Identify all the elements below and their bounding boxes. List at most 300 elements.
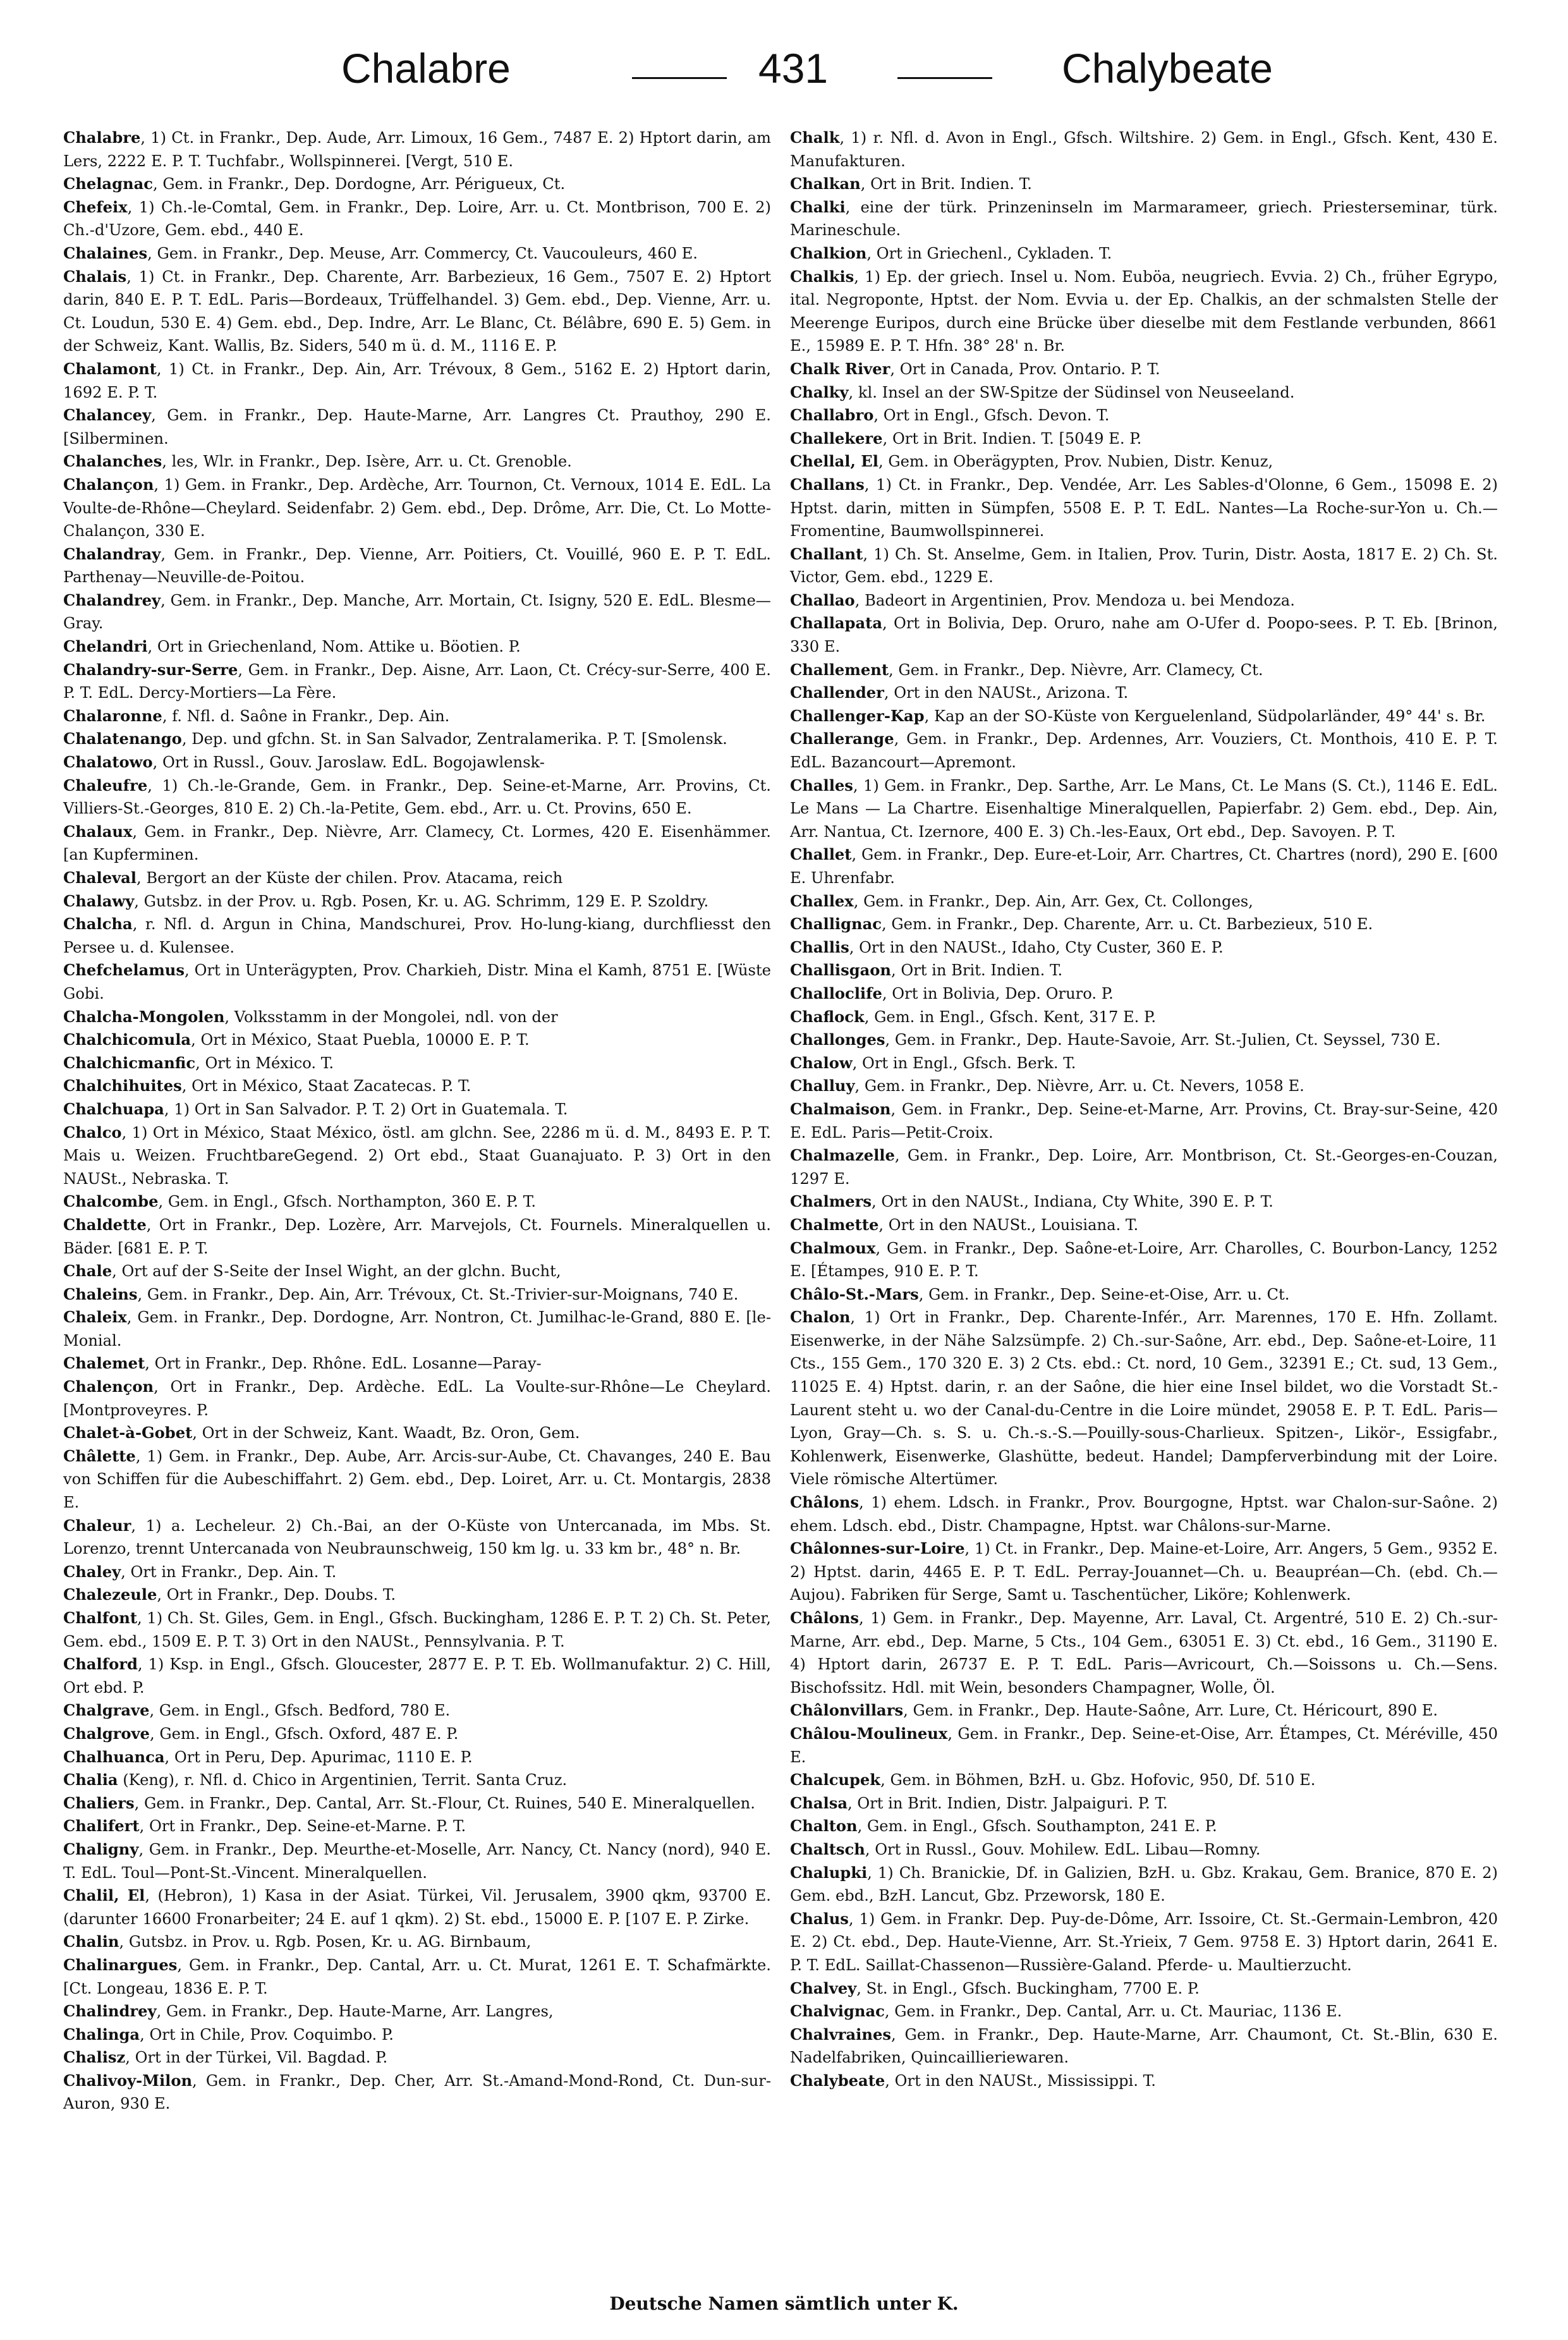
entry-headword: Chalin xyxy=(63,1932,119,1951)
entry-headword: Chaflock xyxy=(790,1007,865,1026)
entry-headword: Chalatenango xyxy=(63,729,182,748)
entry-text: , Gem. in Frankr., Dep. Ardennes, Arr. Vouziers, Ct. Monthois, 410 E. P. T. EdL. Bazancourt—Apremont. xyxy=(790,730,1498,772)
entry-text: , 1) Ct. in Frankr., Dep. Charente, Arr. Barbezieux, 16 Gem., 7507 E. 2) Hptort darin, 840 E. P. T. EdL. Paris—Bordeaux, Trüffelhandel. 3) Gem. ebd., Dep. Vienne, Arr. u. Ct. Loudun, 530 E. 4) Gem. ebd., Dep. Indre, Arr. Le Blanc, Ct. Bélâbre, 690 E. 5) Gem. in der Schweiz, Kant. Wallis, Bz. Siders, 540 m ü. d. M., 1116 E. P. xyxy=(63,267,771,355)
dictionary-entry xyxy=(790,843,1498,889)
entry-text: , Gem. in Engl., Gfsch. Southampton, 241 E. P. xyxy=(857,1817,1217,1836)
dictionary-entry xyxy=(790,358,1498,381)
dictionary-entry xyxy=(790,1491,1498,1537)
entry-headword: Chaleins xyxy=(63,1284,138,1303)
entry-headword: Chalandry-sur-Serre xyxy=(63,660,238,679)
entry-headword: Chalchuapa xyxy=(63,1099,164,1118)
dictionary-entry xyxy=(790,913,1498,936)
entry-headword: Challabro xyxy=(790,406,874,425)
entry-text: , Ort in der Türkei, Vil. Bagdad. P. xyxy=(125,2049,388,2067)
entry-headword: Chalvignac xyxy=(790,2002,885,2021)
entry-headword: Chalaines xyxy=(63,243,148,262)
dictionary-entry xyxy=(63,473,771,543)
entry-headword: Chalki xyxy=(790,197,846,216)
dictionary-entry xyxy=(63,1884,771,1930)
dictionary-entry xyxy=(790,1815,1498,1838)
entry-headword: Challis xyxy=(790,937,849,956)
entry-headword: Challans xyxy=(790,475,865,494)
dictionary-entry xyxy=(63,751,771,774)
entry-text: , r. Nfl. d. Argun in China, Mandschurei, Prov. Ho-lung-kiang, durchfliesst den Persee u. d. Kulensee. xyxy=(63,915,771,956)
entry-text: , 1) Gem. in Frankr., Dep. Mayenne, Arr. Laval, Ct. Argentré, 510 E. 2) Ch.-sur-Marne, Arr. ebd., Dep. Marne, 5 Cts., 104 Gem., 63051 E. 3) Ct. ebd., 16 Gem., 31190 E. 4) Hptort darin, 26737 E. P. T. EdL. Paris—Avricourt, Ch.—Soissons u. Ch.—Sens. Bischofssitz. Hdl. mit Wein, besonders Champagner, Wolle, Öl. xyxy=(790,1609,1498,1697)
entry-text: , 1) Ep. der griech. Insel u. Nom. Euböa, neugriech. Evvia. 2) Ch., früher Egrypo, ital. Negroponte, Hptst. der Nom. Evvia u. der Ep. Chalkis, an der schmalsten Stelle der Meerenge Euripos, durch eine Brücke über dieselbe mit dem Festlande verbunden, 8661 E., 15989 E. P. T. Hfn. 38° 28' n. Br. xyxy=(790,267,1498,355)
dictionary-entry xyxy=(63,1422,771,1445)
dictionary-entry xyxy=(63,1769,771,1792)
dictionary-entry xyxy=(63,1075,771,1098)
entry-text: , Ort in Griechenland, Nom. Attike u. Böotien. P. xyxy=(147,638,521,656)
entry-headword: Challet xyxy=(790,845,852,864)
entry-headword: Châlonnes-sur-Loire xyxy=(790,1539,965,1558)
entry-text: , Badeort in Argentinien, Prov. Mendoza u. bei Mendoza. xyxy=(854,591,1295,609)
entry-text: , Gem. in Frankr., Dep. Cher, Arr. St.-Amand-Mond-Rond, Ct. Dun-sur-Auron, 930 E. xyxy=(63,2071,771,2113)
entry-text: , 1) ehem. Ldsch. in Frankr., Prov. Bourgogne, Hptst. war Chalon-sur-Saône. 2) ehem. Ldsch. ebd., Distr. Champagne, Hptst. war Châlons-sur-Marne. xyxy=(790,1494,1498,1535)
entry-headword: Challenger-Kap xyxy=(790,706,925,725)
dictionary-entry xyxy=(790,1722,1498,1769)
dictionary-entry xyxy=(63,1653,771,1699)
entry-headword: Chalvey xyxy=(790,1978,857,1997)
entry-headword: Châlons xyxy=(790,1609,860,1627)
entry-text: , 1) Gem. in Frankr. Dep. Puy-de-Dôme, Arr. Issoire, Ct. St.-Germain-Lembron, 420 E. 2) Ct. ebd., Dep. Haute-Vienne, Arr. St.-Yrieix, 7 Gem. 9758 E. 3) Hptort darin, 2641 E. P. T. EdL. Saillat-Chassenon—Russière-Galand. Pferde- u. Maultierzucht. xyxy=(790,1910,1498,1974)
entry-text: , Gem. in Frankr., Dep. Ain, Arr. Gex, Ct. Collonges, xyxy=(853,892,1253,910)
footer-note: Deutsche Namen sämtlich unter K. xyxy=(609,2293,959,2314)
right-running-title: Chalybeate xyxy=(1062,45,1273,92)
entry-text: , Ort in Frankr., Dep. Seine-et-Marne. P. T. xyxy=(139,1817,466,1836)
entry-text: , Gem. in Frankr., Dep. Meurthe-et-Moselle, Arr. Nancy, Ct. Nancy (nord), 940 E. T. EdL. Toul—Pont-St.-Vincent. Mineralquellen. xyxy=(63,1840,771,1882)
dictionary-entry xyxy=(63,1375,771,1422)
entry-headword: Challender xyxy=(790,683,884,702)
entry-text: , 1) Gem. in Frankr., Dep. Ardèche, Arr. Tournon, Ct. Vernoux, 1014 E. EdL. La Voulte-de-Rhône—Cheylard. Seidenfabr. 2) Gem. ebd., Dep. Drôme, Arr. Die, Ct. Lo Motte-Chalançon, 330 E. xyxy=(63,475,771,540)
entry-text: , Ort in den NAUSt., Arizona. T. xyxy=(884,684,1129,702)
entry-text: , 1) Ch. Branickie, Df. in Galizien, BzH. u. Gbz. Krakau, Gem. Branice, 870 E. 2) Gem. ebd., BzH. Lancut, Gbz. Przeworsk, 180 E. xyxy=(790,1863,1498,1905)
entry-headword: Chalupki xyxy=(790,1863,868,1882)
left-column xyxy=(63,126,771,2116)
dictionary-entry xyxy=(63,1815,771,1838)
entry-headword: Châlonvillars xyxy=(790,1701,904,1720)
entry-headword: Chalmazelle xyxy=(790,1146,895,1165)
dictionary-entry xyxy=(63,913,771,959)
entry-headword: Challerange xyxy=(790,729,894,748)
entry-text: , 1) Ct. in Frankr., Dep. Vendée, Arr. Les Sables-d'Olonne, 6 Gem., 15098 E. 2) Hptst. darin, mitten in Sümpfen, 5508 E. P. T. EdL. Nantes—La Roche-sur-Yon u. Ch.—Fromentine, Baumwollspinnerei. xyxy=(790,475,1498,540)
dictionary-entry xyxy=(63,1352,771,1375)
entry-headword: Chalinga xyxy=(63,2025,140,2044)
entry-headword: Chaleufre xyxy=(63,776,148,795)
entry-headword: Chalançon xyxy=(63,475,154,494)
entry-text: , Gem. in Frankr., Dep. Nièvre, Arr. Clamecy, Ct. xyxy=(889,661,1263,679)
dictionary-entry xyxy=(63,705,771,728)
dictionary-entry xyxy=(790,2023,1498,2069)
entry-headword: Chaliers xyxy=(63,1793,135,1812)
dictionary-entry xyxy=(790,1977,1498,2001)
dictionary-entry xyxy=(63,450,771,473)
dictionary-entry xyxy=(790,1306,1498,1491)
dictionary-entry xyxy=(790,473,1498,543)
entry-text: , Ort in Unterägypten, Prov. Charkieh, Distr. Mina el Kamh, 8751 E. [Wüste Gobi. xyxy=(63,961,771,1002)
dictionary-entry xyxy=(63,1052,771,1075)
dictionary-entry xyxy=(63,2023,771,2047)
entry-text: , Ort in Griechenl., Cykladen. T. xyxy=(866,244,1112,262)
entry-headword: Chalow xyxy=(790,1053,853,1072)
entry-headword: Chalanches xyxy=(63,452,162,471)
dictionary-entry xyxy=(790,2000,1498,2023)
entry-headword: Chalençon xyxy=(63,1377,154,1396)
entry-text: , St. in Engl., Gfsch. Buckingham, 7700 E. P. xyxy=(856,1979,1200,1997)
entry-headword: Chalinargues xyxy=(63,1955,178,1974)
dictionary-entry xyxy=(790,1075,1498,1098)
entry-headword: Chalk xyxy=(790,128,840,147)
dictionary-entry xyxy=(63,1306,771,1352)
entry-text: , 1) Ort in San Salvador. P. T. 2) Ort in Guatemala. T. xyxy=(164,1100,568,1118)
entry-headword: Chelagnac xyxy=(63,174,153,193)
entry-text: , Gutsbz. in der Prov. u. Rgb. Posen, Kr. u. AG. Schrimm, 129 E. P. Szoldry. xyxy=(134,892,709,910)
entry-headword: Chalmoux xyxy=(790,1238,876,1257)
entry-headword: Chalcha xyxy=(63,915,133,934)
entry-text: , Gem. in Engl., Gfsch. Oxford, 487 E. P. xyxy=(149,1724,459,1743)
entry-text: , les, Wlr. in Frankr., Dep. Isère, Arr. u. Ct. Grenoble. xyxy=(162,453,572,471)
entry-headword: Chalaux xyxy=(63,822,133,841)
dictionary-entry xyxy=(790,1862,1498,1908)
entry-text: , Ort in Engl., Gfsch. Devon. T. xyxy=(873,406,1110,425)
dictionary-entry xyxy=(790,1144,1498,1190)
entry-text: , Ort in Canada, Prov. Ontario. P. T. xyxy=(890,360,1160,378)
entry-headword: Chalmers xyxy=(790,1192,872,1211)
entry-headword: Chalus xyxy=(790,1909,849,1928)
dictionary-entry xyxy=(790,242,1498,265)
entry-text: , Gem. in Frankr., Dep. Cantal, Arr. u. Ct. Mauriac, 1136 E. xyxy=(884,2002,1342,2021)
dictionary-entry xyxy=(63,1121,771,1191)
entry-headword: Chalhuanca xyxy=(63,1747,165,1766)
entry-text: , Gem. in Frankr., Dep. Haute-Marne, Arr. Langres, xyxy=(156,2002,554,2021)
entry-headword: Chalamont xyxy=(63,359,157,378)
entry-text: , Ort in Bolivia, Dep. Oruro, nahe am O-Ufer d. Poopo-sees. P. T. Eb. [Brinon, 330 E. xyxy=(790,614,1498,656)
dictionary-entry xyxy=(790,1769,1498,1792)
entry-headword: Chalco xyxy=(63,1123,122,1142)
entry-text: , Ort in Engl., Gfsch. Berk. T. xyxy=(852,1054,1076,1072)
dictionary-entry xyxy=(63,358,771,404)
entry-headword: Chalil, El xyxy=(63,1886,145,1905)
page-header xyxy=(76,44,1492,114)
entry-headword: Challonges xyxy=(790,1030,885,1049)
entry-headword: Challant xyxy=(790,544,863,563)
entry-text: , Gem. in Frankr., Dep. Dordogne, Arr. Périgueux, Ct. xyxy=(152,175,566,193)
entry-text: , Gem. in Frankr., Dep. Nièvre, Arr. u. Ct. Nevers, 1058 E. xyxy=(854,1077,1304,1095)
entry-headword: Châlette xyxy=(63,1446,136,1465)
dictionary-entry xyxy=(790,681,1498,705)
entry-text: , (Hebron), 1) Kasa in der Asiat. Türkei, Vil. Jerusalem, 3900 qkm, 93700 E. (darunter 16600 Fronarbeiter; 24 E. auf 1 qkm). 2) St. ebd., 15000 E. P. [107 E. P. Zirke. xyxy=(63,1887,771,1928)
dictionary-entry xyxy=(790,1006,1498,1029)
dictionary-entry xyxy=(790,404,1498,427)
entry-text: , Bergort an der Küste der chilen. Prov. Atacama, reich xyxy=(137,869,563,887)
dictionary-entry xyxy=(790,1537,1498,1607)
dictionary-entry xyxy=(63,242,771,265)
entry-text: , Ort in Russl., Gouv. Mohilew. EdL. Libau—Romny. xyxy=(865,1840,1261,1858)
dictionary-entry xyxy=(790,936,1498,960)
dictionary-entry xyxy=(63,1260,771,1283)
entry-headword: Chelandri xyxy=(63,637,148,656)
entry-headword: Challex xyxy=(790,891,854,910)
left-running-title: Chalabre xyxy=(341,45,511,92)
entry-text: , Gem. in Frankr., Dep. Dordogne, Arr. Nontron, Ct. Jumilhac-le-Grand, 880 E. [le-Monial. xyxy=(63,1308,771,1350)
entry-headword: Chalandrey xyxy=(63,590,161,609)
entry-text: , Gem. in Engl., Gfsch. Bedford, 780 E. xyxy=(149,1702,451,1720)
entry-text: , Gem. in Frankr., Dep. Aisne, Arr. Laon, Ct. Crécy-sur-Serre, 400 E. P. T. EdL. Dercy-Mortiers—La Fère. xyxy=(63,661,771,702)
entry-headword: Chefchelamus xyxy=(63,961,185,980)
entry-headword: Challoclife xyxy=(790,984,882,1002)
entry-text: , Kap an der SO-Küste von Kerguelenland, Südpolarländer, 49° 44' s. Br. xyxy=(924,707,1486,725)
dictionary-entry xyxy=(63,126,771,173)
entry-headword: Chalkis xyxy=(790,267,854,286)
dictionary-entry xyxy=(790,659,1498,682)
entry-text: , Gem. in Frankr., Dep. Vienne, Arr. Poitiers, Ct. Vouillé, 960 E. P. T. EdL. Parthenay—Neuville-de-Poitou. xyxy=(63,545,771,587)
entry-headword: Chaltsch xyxy=(790,1839,865,1858)
dictionary-entry xyxy=(63,1028,771,1052)
dictionary-entry xyxy=(63,959,771,1005)
dictionary-entry xyxy=(790,173,1498,196)
page-number: 431 xyxy=(758,45,829,92)
entry-headword: Châlou-Moulineux xyxy=(790,1724,948,1743)
dictionary-entry xyxy=(790,427,1498,451)
entry-text: , Gem. in Frankr., Dep. Eure-et-Loir, Arr. Chartres, Ct. Chartres (nord), 290 E. [600 E. Uhrenfabr. xyxy=(790,846,1498,887)
dictionary-entry xyxy=(790,982,1498,1006)
entry-text: , Ort in México, Staat Puebla, 10000 E. P. T. xyxy=(191,1031,530,1049)
dictionary-entry xyxy=(63,820,771,867)
dictionary-entry xyxy=(63,2069,771,2116)
entry-text: , Ort in den NAUSt., Mississippi. T. xyxy=(885,2071,1156,2090)
entry-text: , Ort in Brit. Indien. T. xyxy=(891,961,1063,980)
entry-text: , Gem. in Frankr., Dep. Haute-Savoie, Arr. St.-Julien, Ct. Seyssel, 730 E. xyxy=(885,1031,1441,1049)
dictionary-entry xyxy=(63,1583,771,1607)
entry-text: , Gem. in Böhmen, BzH. u. Gbz. Hofovic, 950, Df. 510 E. xyxy=(880,1771,1316,1789)
entry-text: , 1) Ort in México, Staat México, östl. am glchn. See, 2286 m ü. d. M., 8493 E. P. T. Mais u. Weizen. FruchtbareGegend. 2) Ort ebd., Staat Guanajuato. P. 3) Ort in den NAUSt., Nebraska. T. xyxy=(63,1123,771,1188)
entry-text: , Gem. in Oberägypten, Prov. Nubien, Distr. Kenuz, xyxy=(878,453,1273,471)
dictionary-entry xyxy=(790,1699,1498,1722)
entry-text: , Gutsbz. in Prov. u. Rgb. Posen, Kr. u. AG. Birnbaum, xyxy=(119,1933,532,1951)
dictionary-entry xyxy=(63,1722,771,1746)
entry-headword: Chaleval xyxy=(63,868,137,887)
dictionary-entry xyxy=(63,1098,771,1121)
entry-text: , Ort in Frankr., Dep. Ardèche. EdL. La Voulte-sur-Rhône—Le Cheylard. [Montproveyres. P. xyxy=(63,1378,771,1419)
entry-text: , 1) Ct. in Frankr., Dep. Maine-et-Loire, Arr. Angers, 5 Gem., 9352 E. 2) Hptst. darin, 4465 E. P. T. EdL. Perray-Jouannet—Ch. u. Beaupréan—Ch. (ebd. Ch.—Aujou). Fabriken für Serge, Samt u. Taschentücher, Liköre; Kohlenwerk. xyxy=(790,1540,1498,1604)
entry-text: , Gem. in Frankr., Dep. Haute-Saône, Arr. Lure, Ct. Héricourt, 890 E. xyxy=(903,1702,1438,1720)
entry-headword: Chalford xyxy=(63,1655,138,1674)
entry-headword: Chalton xyxy=(790,1817,858,1836)
entry-text: , 1) Ch. St. Anselme, Gem. in Italien, Prov. Turin, Distr. Aosta, 1817 E. 2) Ch. St. Victor, Gem. ebd., 1229 E. xyxy=(790,545,1498,587)
entry-headword: Chalia xyxy=(63,1770,118,1789)
entry-text: , kl. Insel an der SW-Spitze der Südinsel von Neuseeland. xyxy=(848,383,1295,401)
entry-text: , Gem. in Frankr., Dep. Seine-et-Oise, Arr. u. Ct. xyxy=(918,1285,1290,1303)
dictionary-entry xyxy=(63,635,771,659)
entry-text: , 1) a. Lecheleur. 2) Ch.-Bai, an der O-Küste von Untercanada, im Mbs. St. Lorenzo, trennt Untercanada von Neubraunschweig, 150 km lg. u. 33 km br., 48° n. Br. xyxy=(63,1516,771,1558)
entry-headword: Chalsa xyxy=(790,1793,848,1812)
dictionary-entry xyxy=(63,543,771,589)
dictionary-entry xyxy=(790,1283,1498,1307)
entry-text: , Ort auf der S-Seite der Insel Wight, an der glchn. Bucht, xyxy=(112,1262,561,1281)
dictionary-entry xyxy=(63,1699,771,1722)
entry-headword: Chalmette xyxy=(790,1215,879,1234)
entry-headword: Chellal, El xyxy=(790,452,878,471)
dictionary-entry xyxy=(63,1838,771,1884)
entry-headword: Chalchihuites xyxy=(63,1076,182,1095)
dictionary-entry xyxy=(63,867,771,890)
entry-text: , Gem. in Frankr., Dep. Cantal, Arr. St.-Flour, Ct. Ruines, 540 E. Mineralquellen. xyxy=(134,1794,755,1812)
dictionary-entry xyxy=(790,381,1498,405)
entry-headword: Chalivoy-Milon xyxy=(63,2071,193,2090)
entry-text: , Gem. in Frankr., Dep. Seine-et-Marne, Arr. Provins, Ct. Bray-sur-Seine, 420 E. EdL. Paris—Petit-Croix. xyxy=(790,1100,1498,1142)
dictionary-entry xyxy=(63,1514,771,1561)
entry-headword: Chalandray xyxy=(63,544,161,563)
entry-headword: Chalcupek xyxy=(790,1770,881,1789)
entry-text: , Gem. in Frankr., Dep. Manche, Arr. Mortain, Ct. Isigny, 520 E. EdL. Blesme—Gray. xyxy=(63,591,771,633)
dictionary-entry xyxy=(63,774,771,820)
entry-headword: Chalchicmanfic xyxy=(63,1053,196,1072)
entry-text: , Ort in Frankr., Dep. Doubs. T. xyxy=(157,1586,396,1604)
entry-headword: Chalkion xyxy=(790,243,867,262)
entry-headword: Challapata xyxy=(790,614,882,633)
entry-headword: Chalcha-Mongolen xyxy=(63,1007,225,1026)
entry-headword: Chaligny xyxy=(63,1839,139,1858)
dictionary-entry xyxy=(790,265,1498,358)
entry-headword: Chaleur xyxy=(63,1516,131,1535)
entry-headword: Chalabre xyxy=(63,128,141,147)
dictionary-entry xyxy=(63,1445,771,1514)
entry-headword: Chalifert xyxy=(63,1817,140,1836)
entry-headword: Chale xyxy=(63,1262,112,1281)
entry-headword: Chalancey xyxy=(63,406,152,425)
entry-text: , Gem. in Frankr., Dep. Charente, Arr. u. Ct. Barbezieux, 510 E. xyxy=(881,915,1373,934)
entry-headword: Challes xyxy=(790,776,853,795)
dictionary-entry xyxy=(63,659,771,705)
header-rule-right xyxy=(897,77,992,79)
entry-text: , 1) Ksp. in Engl., Gfsch. Gloucester, 2877 E. P. T. Eb. Wollmanufaktur. 2) C. Hill, Ort ebd. P. xyxy=(63,1655,771,1697)
entry-text: , Ort in der Schweiz, Kant. Waadt, Bz. Oron, Gem. xyxy=(192,1424,580,1442)
dictionary-entry xyxy=(790,196,1498,242)
dictionary-entry xyxy=(790,1792,1498,1815)
entry-text: , 1) Ort in Frankr., Dep. Charente-Infér., Arr. Marennes, 170 E. Hfn. Zollamt. Eisenwerke, in der Nähe Salzsümpfe. 2) Ch.-sur-Saône, Arr. ebd., Dep. Saône-et-Loire, 11 Cts., 155 Gem., 170 320 E. 3) 2 Cts. ebd.: Ct. nord, 10 Gem., 32391 E.; Ct. sud, 13 Gem., 11025 E. 4) Hptst. darin, r. an der Saône, die hier eine Insel bildet, wo die Vorstadt St.-Laurent steht u. wo der Canal-du-Centre in die Loire mündet, 29058 E. P. T. EdL. Paris—Lyon, Gray—Ch. s. S. u. Ch.-s.-S.—Pouilly-sous-Charlieux. Spitzen-, Likör-, Essigfabr., Kohlenwerk, Eisenwerke, Glashütte, bedeut. Handel; Dampferverbindung mit der Loire. Viele römische Altertümer. xyxy=(790,1308,1498,1489)
entry-text: , f. Nfl. d. Saône in Frankr., Dep. Ain. xyxy=(162,707,450,725)
entry-headword: Chalon xyxy=(790,1308,851,1327)
entry-headword: Chalais xyxy=(63,267,127,286)
entry-headword: Chalatowo xyxy=(63,753,153,772)
entry-headword: Chaleix xyxy=(63,1308,127,1327)
entry-headword: Chaley xyxy=(63,1562,121,1581)
dictionary-entry xyxy=(790,1214,1498,1237)
entry-text: , Ort in Brit. Indien. T. xyxy=(860,175,1032,193)
entry-text: , 1) Gem. in Frankr., Dep. Aube, Arr. Arcis-sur-Aube, Ct. Chavanges, 240 E. Bau von Schiffen für die Aubeschiffahrt. 2) Gem. ebd., Dep. Loiret, Arr. u. Ct. Montargis, 2838 E. xyxy=(63,1447,771,1512)
entry-text: , Gem. in Engl., Gfsch. Northampton, 360 E. P. T. xyxy=(158,1193,537,1211)
entry-headword: Chalvraines xyxy=(790,2025,891,2044)
entry-text: , Ort in México. T. xyxy=(195,1054,334,1072)
dictionary-entry xyxy=(63,1214,771,1260)
entry-text: , Volksstamm in der Mongolei, ndl. von der xyxy=(224,1008,558,1026)
entry-headword: Châlons xyxy=(790,1493,860,1512)
entry-headword: Chalezeule xyxy=(63,1585,157,1604)
entry-text: , Ort in Frankr., Dep. Rhône. EdL. Losanne—Paray- xyxy=(145,1355,542,1373)
entry-headword: Chalmaison xyxy=(790,1099,891,1118)
dictionary-entry xyxy=(63,196,771,242)
entry-headword: Challement xyxy=(790,660,889,679)
entry-text: , 1) Ct. in Frankr., Dep. Ain, Arr. Trévoux, 8 Gem., 5162 E. 2) Hptort darin, 1692 E. P. T. xyxy=(63,360,771,401)
dictionary-entry xyxy=(63,2000,771,2023)
right-column xyxy=(790,126,1498,2092)
dictionary-entry xyxy=(63,173,771,196)
entry-headword: Chalk River xyxy=(790,359,890,378)
entry-text: , 1) Gem. in Frankr., Dep. Sarthe, Arr. Le Mans, Ct. Le Mans (S. Ct.), 1146 E. EdL. Le Mans — La Chartre. Eisenhaltige Mineralquellen, Papierfabr. 2) Gem. ebd., Dep. Ain, Arr. Nantua, Ct. Izernore, 400 E. 3) Ch.-les-Eaux, Ort ebd., Dep. Savoyen. P. T. xyxy=(790,776,1498,841)
entry-text: , Ort in Brit. Indien. T. [5049 E. P. xyxy=(882,429,1142,448)
dictionary-entry xyxy=(63,589,771,635)
entry-text: , eine der türk. Prinzeninseln im Marmarameer, griech. Priesterseminar, türk. Marineschule. xyxy=(790,198,1498,240)
entry-headword: Châlo-St.-Mars xyxy=(790,1284,919,1303)
entry-text: , Ort in Brit. Indien, Distr. Jalpaiguri. P. T. xyxy=(848,1794,1168,1812)
entry-headword: Chalisz xyxy=(63,2048,126,2067)
dictionary-entry xyxy=(790,1838,1498,1862)
dictionary-entry xyxy=(790,705,1498,728)
entry-text: , Gem. in Frankr., Dep. Seine-et-Oise, Arr. Étampes, Ct. Méréville, 450 E. xyxy=(790,1724,1498,1766)
entry-text: , Gem. in Frankr., Dep. Saône-et-Loire, Arr. Charolles, C. Bourbon-Lancy, 1252 E. [Étampes, 910 E. P. T. xyxy=(790,1239,1498,1281)
dictionary-entry xyxy=(790,1237,1498,1283)
entry-headword: Chefeix xyxy=(63,197,128,216)
entry-headword: Chalchicomula xyxy=(63,1030,191,1049)
entry-headword: Chalybeate xyxy=(790,2071,885,2090)
dictionary-entry xyxy=(790,2069,1498,2093)
entry-headword: Chalindrey xyxy=(63,2002,157,2021)
entry-text: , 1) r. Nfl. d. Avon in Engl., Gfsch. Wiltshire. 2) Gem. in Engl., Gfsch. Kent, 430 E. Manufakturen. xyxy=(790,129,1498,170)
entry-text: , Dep. und gfchn. St. in San Salvador, Zentralamerika. P. T. [Smolensk. xyxy=(181,730,727,748)
entry-headword: Chalawy xyxy=(63,891,135,910)
entry-headword: Chalaronne xyxy=(63,706,162,725)
dictionary-entry xyxy=(790,890,1498,913)
entry-text: , Gem. in Frankr., Dep. Loire, Arr. Montbrison, Ct. St.-Georges-en-Couzan, 1297 E. xyxy=(790,1147,1498,1188)
entry-text: , Ort in Bolivia, Dep. Oruro. P. xyxy=(882,984,1114,1002)
dictionary-entry xyxy=(790,1098,1498,1144)
dictionary-entry xyxy=(63,1283,771,1307)
entry-text: , Ort in Russl., Gouv. Jaroslaw. EdL. Bogojawlensk- xyxy=(152,753,545,772)
entry-text: , Ort in den NAUSt., Indiana, Cty White, 390 E. P. T. xyxy=(872,1193,1273,1211)
dictionary-entry xyxy=(63,1746,771,1769)
entry-headword: Challao xyxy=(790,590,855,609)
dictionary-entry xyxy=(790,1028,1498,1052)
entry-text: , Gem. in Frankr., Dep. Meuse, Arr. Commercy, Ct. Vaucouleurs, 460 E. xyxy=(147,244,698,262)
dictionary-entry xyxy=(63,1006,771,1029)
dictionary-entry xyxy=(63,1561,771,1584)
dictionary-entry xyxy=(790,728,1498,774)
entry-headword: Chalcombe xyxy=(63,1192,159,1211)
entry-text: , Ort in Frankr., Dep. Lozère, Arr. Marvejols, Ct. Fournels. Mineralquellen u. Bäder. [681 E. P. T. xyxy=(63,1216,771,1257)
entry-headword: Challuy xyxy=(790,1076,855,1095)
dictionary-entry xyxy=(63,1954,771,2000)
entry-text: , Ort in den NAUSt., Idaho, Cty Custer, 360 E. P. xyxy=(849,938,1224,956)
entry-text: , Gem. in Frankr., Dep. Haute-Marne, Arr. Chaumont, Ct. St.-Blin, 630 E. Nadelfabriken, Quincaillieriewaren. xyxy=(790,2025,1498,2067)
entry-headword: Challisgaon xyxy=(790,961,891,980)
dictionary-entry xyxy=(790,589,1498,612)
entry-headword: Chalemet xyxy=(63,1354,145,1373)
dictionary-entry xyxy=(790,450,1498,473)
entry-headword: Chalet-à-Gobet xyxy=(63,1423,193,1442)
entry-headword: Challekere xyxy=(790,429,883,448)
entry-text: , 1) Ct. in Frankr., Dep. Aude, Arr. Limoux, 16 Gem., 7487 E. 2) Hptort darin, am Lers, 2222 E. P. T. Tuchfabr., Wollspinnerei. [Vergt, 510 E. xyxy=(63,129,771,170)
entry-headword: Chalfont xyxy=(63,1609,137,1627)
entry-text: (Keng), r. Nfl. d. Chico in Argentinien, Territ. Santa Cruz. xyxy=(118,1771,568,1789)
dictionary-entry xyxy=(790,1190,1498,1214)
entry-text: , Gem. in Engl., Gfsch. Kent, 317 E. P. xyxy=(864,1008,1157,1026)
dictionary-entry xyxy=(790,1908,1498,1977)
entry-headword: Challignac xyxy=(790,915,882,934)
entry-text: , Ort in México, Staat Zacatecas. P. T. xyxy=(181,1077,471,1095)
dictionary-entry xyxy=(63,1190,771,1214)
entry-text: , Ort in Chile, Prov. Coquimbo. P. xyxy=(140,2025,394,2044)
entry-headword: Chalkan xyxy=(790,174,861,193)
